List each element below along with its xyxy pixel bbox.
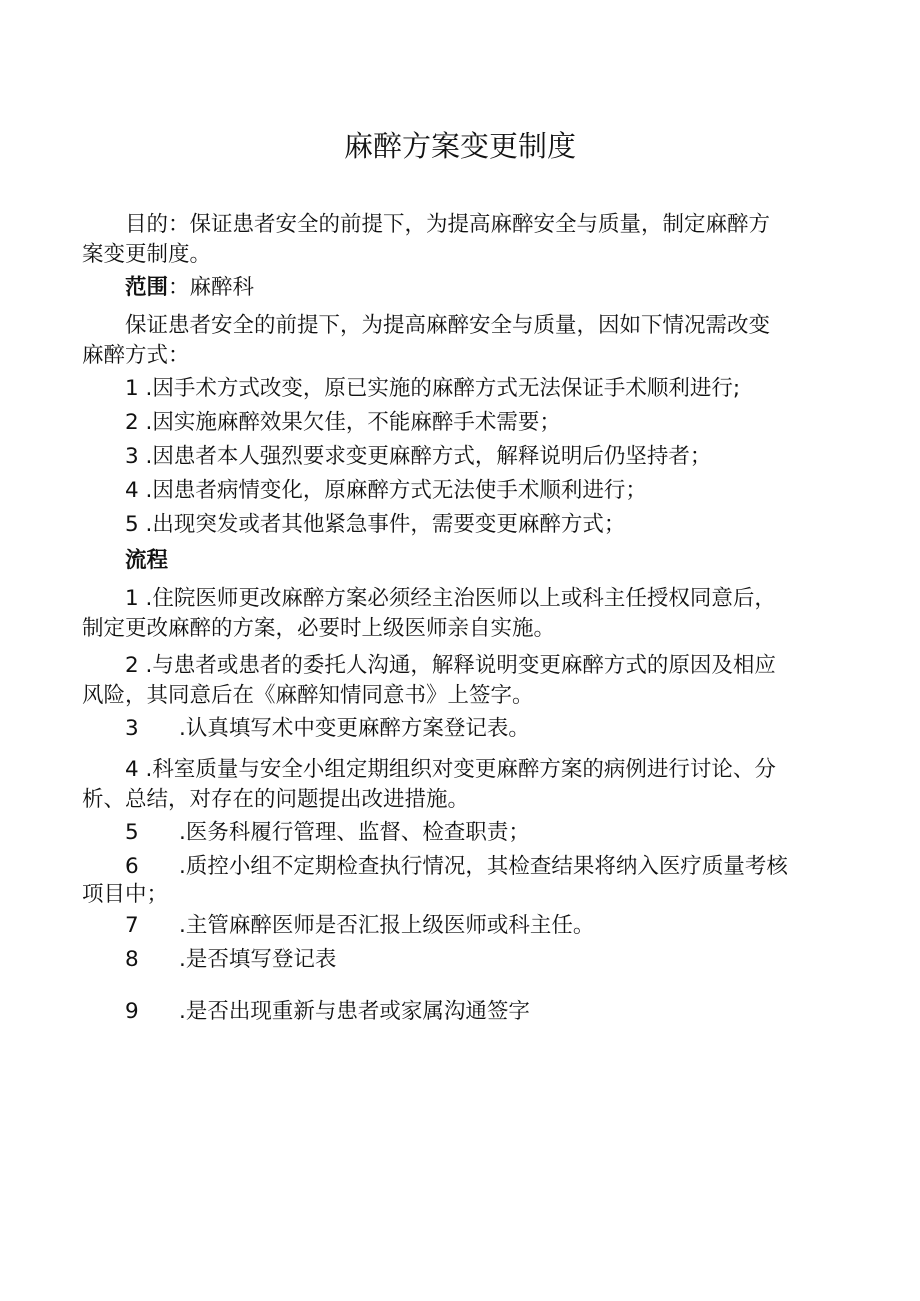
scope-label: 范围 bbox=[125, 275, 169, 300]
process-item bbox=[125, 714, 530, 744]
process-text: .主管麻醉医师是否汇报上级医师或科主任。 bbox=[179, 913, 595, 938]
process-item bbox=[125, 852, 788, 882]
process-text: .认真填写术中变更麻醉方案登记表。 bbox=[179, 716, 530, 741]
condition-text: .因手术方式改变，原已实施的麻醉方式无法保证手术顺利进行; bbox=[138, 376, 741, 401]
condition-text: .因患者本人强烈要求变更麻醉方式，解释说明后仍坚持者； bbox=[138, 444, 712, 469]
process-heading: 流程 bbox=[125, 548, 169, 573]
scope-line bbox=[125, 273, 254, 303]
condition-number: 5 bbox=[125, 512, 139, 537]
condition-text: .出现突发或者其他紧急事件，需要变更麻醉方式； bbox=[138, 512, 626, 537]
condition-text: .因实施麻醉效果欠佳，不能麻醉手术需要； bbox=[138, 410, 561, 435]
process-item-continuation: 制定更改麻醉的方案，必要时上级医师亲自实施。 bbox=[82, 616, 556, 641]
process-item-continuation: 风险，其同意后在《麻醉知情同意书》上签字。 bbox=[82, 683, 534, 708]
condition-number: 3 bbox=[125, 444, 139, 469]
condition-item bbox=[125, 442, 711, 472]
document-title: 麻醉方案变更制度 bbox=[343, 129, 576, 163]
process-number: 2 bbox=[125, 653, 139, 678]
condition-number: 2 bbox=[125, 410, 139, 435]
intro-line-1: 保证患者安全的前提下，为提高麻醉安全与质量，因如下情况需改变 bbox=[125, 313, 771, 338]
process-text: .质控小组不定期检查执行情况，其检查结果将纳入医疗质量考核 bbox=[179, 854, 788, 879]
process-number: 1 bbox=[125, 586, 139, 611]
process-item bbox=[125, 584, 776, 614]
process-number: 9 bbox=[125, 999, 139, 1024]
process-item-continuation: 项目中； bbox=[82, 882, 169, 907]
process-text: .是否填写登记表 bbox=[179, 947, 337, 972]
process-item bbox=[125, 818, 530, 848]
process-text: .医务科履行管理、监督、检查职责； bbox=[179, 820, 530, 845]
condition-item bbox=[125, 476, 647, 506]
condition-item bbox=[125, 374, 740, 404]
scope-value: ：麻醉科 bbox=[168, 275, 255, 300]
process-item bbox=[125, 651, 776, 681]
intro-line-2: 麻醉方式： bbox=[82, 343, 190, 368]
process-number: 5 bbox=[125, 820, 139, 845]
condition-text: .因患者病情变化，原麻醉方式无法使手术顺利进行； bbox=[138, 478, 647, 503]
process-number: 8 bbox=[125, 947, 139, 972]
process-number: 7 bbox=[125, 913, 139, 938]
condition-number: 1 bbox=[125, 376, 139, 401]
process-number: 3 bbox=[125, 716, 139, 741]
process-text: .住院医师更改麻醉方案必须经主治医师以上或科主任授权同意后， bbox=[138, 586, 776, 611]
process-text: .是否出现重新与患者或家属沟通签字 bbox=[179, 999, 530, 1024]
condition-item bbox=[125, 510, 625, 540]
condition-item bbox=[125, 408, 561, 438]
process-number: 6 bbox=[125, 854, 139, 879]
process-text: .科室质量与安全小组定期组织对变更麻醉方案的病例进行讨论、分 bbox=[138, 757, 776, 782]
process-item bbox=[125, 755, 776, 785]
condition-number: 4 bbox=[125, 478, 139, 503]
process-text: .与患者或患者的委托人沟通，解释说明变更麻醉方式的原因及相应 bbox=[138, 653, 776, 678]
process-item bbox=[125, 997, 530, 1027]
process-number: 4 bbox=[125, 757, 139, 782]
process-item bbox=[125, 945, 336, 975]
purpose-line-1: 目的：保证患者安全的前提下，为提高麻醉安全与质量，制定麻醉方 bbox=[125, 212, 771, 237]
process-item-continuation: 析、总结，对存在的问题提出改进措施。 bbox=[82, 787, 470, 812]
process-item bbox=[125, 911, 594, 941]
purpose-line-2: 案变更制度。 bbox=[82, 242, 212, 267]
